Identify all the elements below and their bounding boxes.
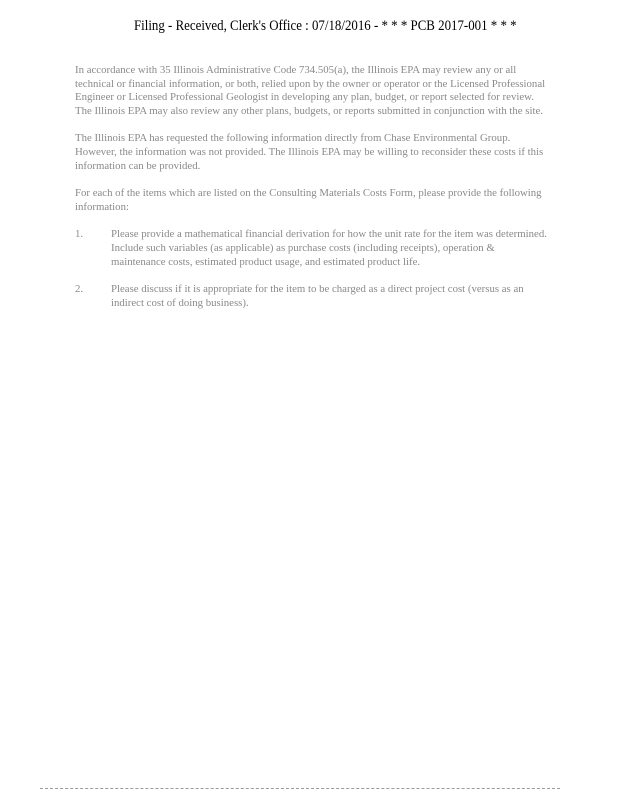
- filing-stamp-header: Filing - Received, Clerk's Office : 07/18/2016 - * * * PCB 2017-001 * * *: [134, 18, 517, 34]
- document-body: [75, 64, 551, 324]
- list-item-number: 1.: [75, 228, 84, 241]
- paragraph-review-authority: In accordance with 35 Illinois Administrative Code 734.505(a), the Illinois EPA may review any or all technical or financial information, or both, relied upon by the owner or operator or the Licensed Professional Engineer or Licensed Professional Geologist in developing any plan, budget, or report selected for review. The Illinois EPA may also review any other plans, budgets, or reports submitted in conjunction with the site.: [75, 64, 546, 117]
- list-item: [75, 283, 551, 310]
- list-item-text: Please discuss if it is appropriate for the item to be charged as a direct project cost (versus as an indirect cost of doing business).: [111, 283, 524, 309]
- paragraph-list-intro: For each of the items which are listed on the Consulting Materials Costs Form, please provide the following information:: [75, 187, 542, 213]
- paragraph-information-request: The Illinois EPA has requested the following information directly from Chase Environmental Group. However, the information was not provided. The Illinois EPA may be willing to reconsider these costs if this information can be provided.: [75, 132, 544, 172]
- list-item-number: 2.: [75, 283, 84, 296]
- list-item: [75, 228, 551, 269]
- page-bottom-rule: [40, 788, 560, 789]
- list-item-text: Please provide a mathematical financial derivation for how the unit rate for the item was determined. Include such variables (as applicable) as purchase costs (including receipts), operation & maintenance costs, estimated product usage, and estimated product life.: [111, 228, 547, 268]
